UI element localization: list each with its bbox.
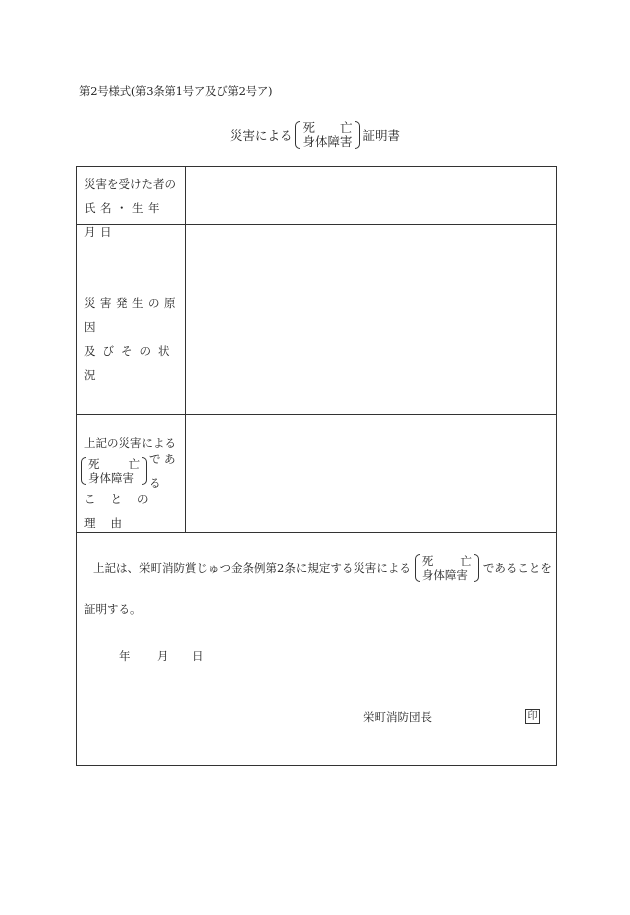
label-reason: 上記の災害による 死 亡 身体障害 である ことの理由 bbox=[77, 431, 185, 535]
title-choice-injury: 身体障害 bbox=[302, 134, 353, 149]
form-table bbox=[76, 166, 557, 766]
title-prefix: 災害による bbox=[229, 128, 293, 143]
title-bracket-choice: 死 亡 身体障害 bbox=[295, 121, 359, 149]
field-reason[interactable] bbox=[186, 415, 556, 532]
reason-bracket-choice: 死 亡 身体障害 bbox=[81, 457, 147, 485]
label-cause-and-situation: 災害発生の原因 及びその状況 bbox=[84, 296, 180, 382]
form-code: 第2号様式(第3条第1号ア及び第2号ア) bbox=[79, 84, 273, 98]
signer-title: 栄町消防団長 bbox=[363, 710, 432, 724]
field-victim-name-birthdate[interactable] bbox=[186, 167, 556, 224]
document-title bbox=[0, 118, 630, 152]
seal-mark: 印 bbox=[525, 709, 540, 724]
label-victim-name-birthdate: 災害を受けた者の 氏名・生年月日 bbox=[84, 177, 176, 239]
title-suffix: 証明書 bbox=[362, 128, 401, 143]
field-cause-and-situation[interactable] bbox=[186, 225, 556, 414]
title-choice-death: 死 bbox=[302, 120, 315, 135]
certification-line2: 証明する。 bbox=[84, 602, 142, 616]
certification-bracket-choice: 死 亡 身体障害 bbox=[415, 554, 479, 582]
date-year-label: 年 bbox=[119, 649, 131, 663]
date-month-label: 月 bbox=[157, 649, 169, 663]
certification-line1: 上記は、栄町消防賞じゅつ金条例第2条に規定する災害による 死 亡 身体障害 であることを bbox=[93, 554, 552, 582]
date-day-label: 日 bbox=[192, 649, 204, 663]
